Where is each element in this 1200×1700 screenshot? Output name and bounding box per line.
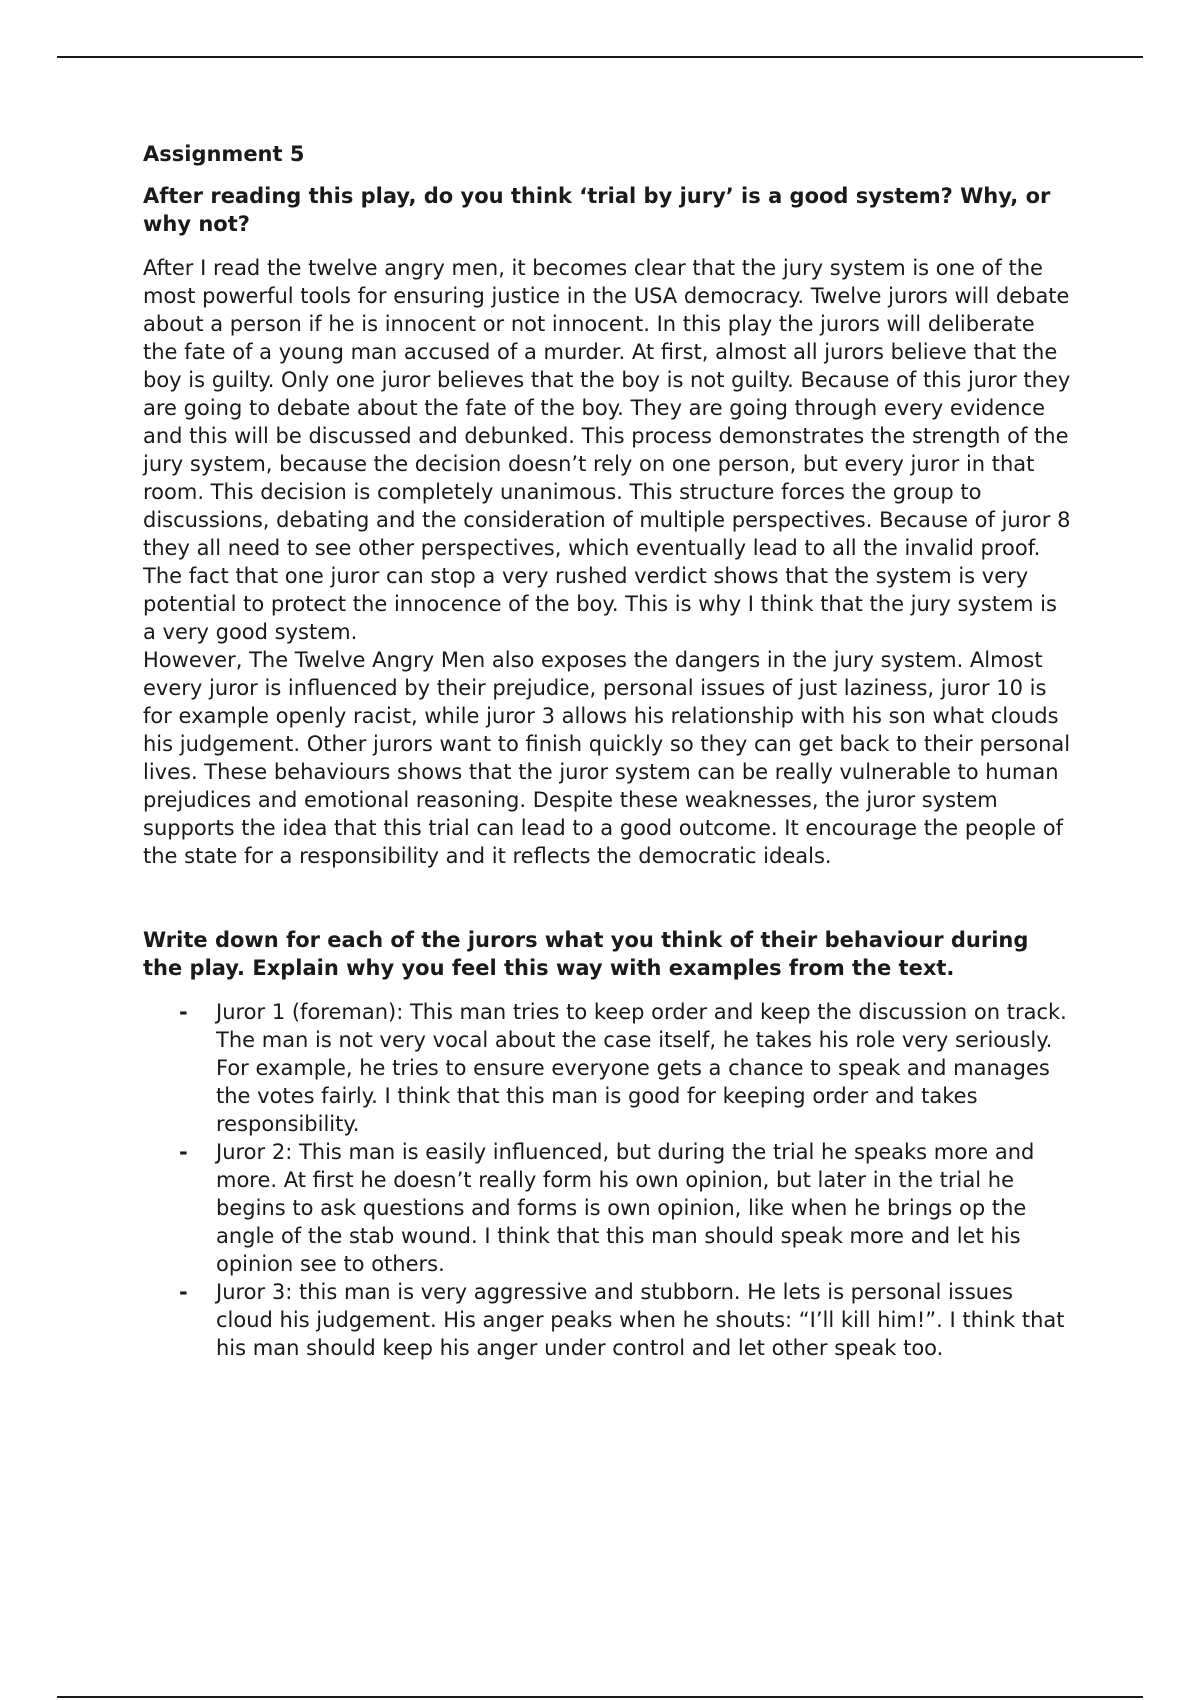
juror-1-text: Juror 1 (foreman): This man tries to keep order and keep the discussion on track. The man is not very vocal about the case itself, he takes his role very seriously. For example, he tries to ensure everyone gets a chance to speak and manages the votes fairly. I think that this man is good for keeping order and takes responsibility. [216, 1000, 1067, 1136]
page-bottom-rule [57, 1696, 1143, 1698]
juror-3-text: Juror 3: this man is very aggressive and stubborn. He lets is personal issues cloud his judgement. His anger peaks when he shouts: “I’ll kill him!”. I think that his man should keep his anger under control and let other speak too. [216, 1280, 1065, 1360]
bullet-dash: - [179, 1280, 188, 1304]
assignment-title: Assignment 5 [143, 142, 305, 166]
juror-list-item [143, 1138, 1073, 1278]
question-1: After reading this play, do you think ‘trial by jury’ is a good system? Why, or why not? [143, 184, 1051, 236]
juror-list-item [143, 1278, 1073, 1362]
juror-list [143, 998, 1073, 1362]
juror-list-item [143, 998, 1073, 1138]
document-body [143, 140, 1073, 1362]
page-top-rule [57, 56, 1143, 58]
answer-1-paragraph-2: However, The Twelve Angry Men also exposes the dangers in the jury system. Almost every juror is influenced by their prejudice, personal issues of just laziness, juror 10 is for example openly racist, while juror 3 allows his relationship with his son what clouds his judgement. Other jurors want to finish quickly so they can get back to their personal lives. These behaviours shows that the juror system can be really vulnerable to human prejudices and emotional reasoning. Despite these weaknesses, the juror system supports the idea that this trial can lead to a good outcome. It encourage the people of the state for a responsibility and it reflects the democratic ideals. [143, 648, 1071, 868]
question-2: Write down for each of the jurors what you think of their behaviour during the play. Explain why you feel this way with examples from the text. [143, 928, 1029, 980]
juror-2-text: Juror 2: This man is easily influenced, but during the trial he speaks more and more. At first he doesn’t really form his own opinion, but later in the trial he begins to ask questions and forms is own opinion, like when he brings op the angle of the stab wound. I think that this man should speak more and let his opinion see to others. [216, 1140, 1035, 1276]
answer-1-paragraph-1: After I read the twelve angry men, it becomes clear that the jury system is one of the most powerful tools for ensuring justice in the USA democracy. Twelve jurors will debate about a person if he is innocent or not innocent. In this play the jurors will deliberate the fate of a young man accused of a murder. At first, almost all jurors believe that the boy is guilty. Only one juror believes that the boy is not guilty. Because of this juror they are going to debate about the fate of the boy. They are going through every evidence and this will be discussed and debunked. This process demonstrates the strength of the jury system, because the decision doesn’t rely on one person, but every juror in that room. This decision is completely unanimous. This structure forces the group to discussions, debating and the consideration of multiple perspectives. Because of juror 8 they all need to see other perspectives, which eventually lead to all the invalid proof. The fact that one juror can stop a very rushed verdict shows that the system is very potential to protect the innocence of the boy. This is why I think that the jury system is a very good system. [143, 256, 1071, 644]
section-spacer [143, 870, 1073, 926]
bullet-dash: - [179, 1140, 188, 1164]
bullet-dash: - [179, 1000, 188, 1024]
